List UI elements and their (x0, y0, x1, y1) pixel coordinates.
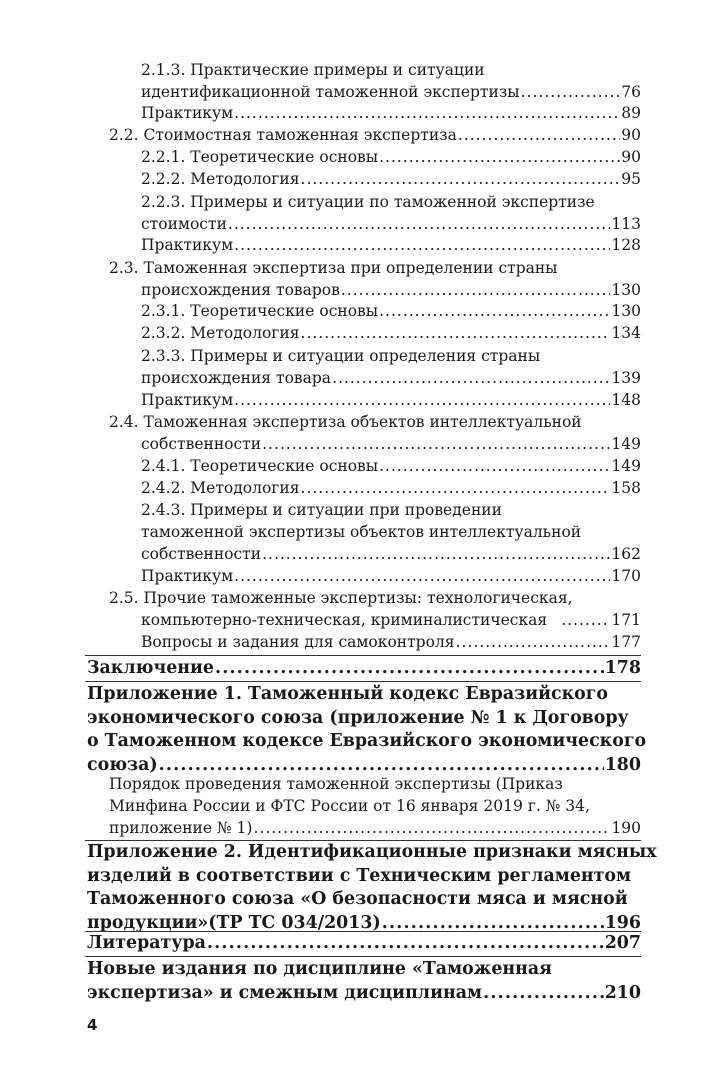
leader-dots (341, 280, 611, 302)
divider (85, 655, 641, 656)
toc-page-ref: 89 (621, 104, 641, 122)
toc-entry-line: 2.1.3. Практические примеры и ситуации (141, 61, 485, 79)
toc-entry-2-3-1 (141, 301, 641, 323)
toc-entry-line: экспертиза» и смежным дисциплинам (87, 982, 483, 1003)
toc-entry-line: происхождения товаров (141, 280, 340, 299)
toc-page-ref: 207 (604, 933, 641, 953)
divider (85, 956, 641, 957)
leader-dots (234, 390, 610, 412)
toc-entry-line: 2.5. Прочие таможенные экспертизы: технологическая, (109, 589, 573, 607)
toc-page-ref: 130 (611, 280, 641, 299)
toc-page-ref: 90 (621, 126, 641, 144)
toc-page-ref: 148 (611, 391, 641, 409)
leader-dots (262, 544, 610, 566)
toc-entry-line: Заключение (87, 658, 214, 678)
toc-entry-appendix-2 (87, 841, 657, 935)
toc-page-ref: 113 (611, 214, 641, 233)
toc-page-ref: 95 (621, 170, 641, 188)
toc-entry-conclusion (87, 657, 641, 681)
leader-dots (228, 214, 611, 236)
toc-entry-line: Практикум (141, 567, 234, 585)
toc-entry-2-2-2 (141, 169, 641, 191)
leader-dots (521, 82, 621, 104)
toc-entry-self-check (141, 632, 641, 654)
toc-page-ref: 190 (611, 818, 641, 837)
leader-dots (379, 147, 620, 169)
toc-page-ref: 130 (611, 302, 641, 320)
toc-entry-line: 2.4. Таможенная экспертиза объектов интеллектуальной (109, 413, 582, 431)
toc-entry-line: 2.2.1. Теоретические основы (141, 148, 379, 166)
toc-entry-line: 2.3. Таможенная экспертиза при определении страны (109, 259, 558, 277)
toc-entry-line: компьютерно-техническая, криминалистическая (141, 610, 548, 629)
toc-entry-line: собственности (141, 434, 262, 453)
toc-entry-2-4-2 (141, 478, 641, 500)
toc-entry-practicum (141, 103, 641, 125)
toc-page-ref: 76 (621, 82, 641, 101)
toc-entry-line: о Таможенном кодексе Евразийского экономического (87, 731, 647, 752)
leader-dots (234, 235, 610, 257)
toc-entry-line: Таможенного союза «О безопасности мяса и мясной (87, 889, 628, 910)
toc-entry-line: собственности (141, 544, 262, 563)
leader-dots (207, 932, 604, 956)
toc-entry-line: 2.4.1. Теоретические основы (141, 457, 379, 475)
toc-entry-line: 2.3.1. Теоретические основы (141, 302, 379, 320)
toc-entry-new-editions (87, 958, 641, 1005)
toc-page-ref: 90 (621, 148, 641, 166)
toc-entry-line: 2.4.3. Примеры и ситуации при проведении (141, 501, 502, 519)
toc-entry-practicum (141, 390, 641, 412)
toc-entry-line: 2.3.3. Примеры и ситуации определения страны (141, 347, 541, 365)
toc-entry-line: Литература (87, 933, 206, 953)
leader-dots (234, 103, 620, 125)
toc-entry-line: Новые издания по дисциплине «Таможенная (87, 959, 552, 979)
toc-entry-2-5 (109, 588, 641, 632)
toc-page-ref: 171 (611, 610, 641, 629)
toc-page-ref: 149 (611, 457, 641, 475)
toc-entry-line: происхождения товара (141, 368, 332, 387)
toc-entry-line: Практикум (141, 104, 234, 122)
toc-entry-practicum (141, 235, 641, 257)
toc-entry-line: 2.2.3. Примеры и ситуации по таможенной экспертизе (141, 193, 595, 211)
toc-entry-2-3-3 (141, 346, 641, 390)
toc-entry-2-4 (109, 412, 641, 456)
toc-entry-appendix-1 (87, 683, 647, 777)
leader-dots (234, 566, 610, 588)
toc-entry-line: Порядок проведения таможенной экспертизы (Приказ (109, 775, 563, 793)
toc-entry-line: изделий в соответствии с Техническим регламентом (87, 865, 632, 886)
leader-dots (483, 982, 604, 1006)
toc-entry-2-4-1 (141, 456, 641, 478)
toc-entry-practicum (141, 566, 641, 588)
toc-page-ref: 162 (611, 544, 641, 563)
toc-page-ref: 210 (604, 982, 641, 1003)
leader-dots (458, 125, 620, 147)
toc-page-ref: 149 (611, 434, 641, 453)
toc-entry-line: 2.4.2. Методология (141, 479, 300, 497)
leader-dots (301, 478, 611, 500)
page-number: 4 (87, 1016, 98, 1034)
leader-dots (379, 456, 610, 478)
toc-page-ref: 158 (611, 479, 641, 497)
toc-entry-2-2-1 (141, 147, 641, 169)
leader-dots (301, 169, 621, 191)
leader-dots (301, 323, 611, 345)
toc-entry-2-2 (109, 125, 641, 147)
toc-page-ref: 180 (604, 754, 641, 775)
toc-entry-2-1-3 (141, 60, 641, 104)
toc-page-ref: 134 (611, 324, 641, 342)
toc-entry-line: союза) (87, 754, 158, 775)
toc-entry-line: 2.2.2. Методология (141, 170, 300, 188)
toc-entry-line: 2.3.2. Методология (141, 324, 300, 342)
toc-entry-literature (87, 932, 641, 956)
toc-entry-line: таможенной экспертизы объектов интеллектуальной (141, 522, 582, 541)
leader-dots (332, 368, 610, 390)
toc-page-ref: 178 (604, 658, 641, 678)
toc-entry-2-4-3 (141, 500, 641, 565)
toc-entry-2-3-2 (141, 323, 641, 345)
toc-entry-2-3 (109, 258, 641, 302)
toc-entry-line: приложение № 1) (109, 818, 253, 837)
leader-dots (262, 434, 610, 456)
toc-page-ref: 128 (611, 236, 641, 254)
leader-dots (561, 610, 610, 632)
toc-page-ref: 177 (611, 633, 641, 651)
leader-dots (379, 301, 610, 323)
toc-entry-line: Практикум (141, 391, 234, 409)
leader-dots (253, 818, 610, 840)
toc-entry-line: экономического союза (приложение № 1 к Договору (87, 707, 629, 728)
toc-entry-line: идентификационной таможенной экспертизы (141, 82, 520, 101)
toc-entry-line: Вопросы и задания для самоконтроля (141, 633, 455, 651)
toc-entry-2-2-3 (141, 192, 641, 236)
leader-dots (215, 657, 604, 681)
toc-page-ref: 170 (611, 567, 641, 585)
toc-entry-procedure (109, 774, 641, 839)
toc-entry-line: продукции»(ТР ТС 034/2013) (87, 912, 381, 933)
toc-entry-line: 2.2. Стоимостная таможенная экспертиза (109, 126, 457, 144)
toc-entry-line: стоимости (141, 214, 227, 233)
toc-entry-line: Приложение 2. Идентификационные признаки мясных (87, 842, 657, 862)
toc-entry-line: Приложение 1. Таможенный кодекс Евразийского (87, 684, 608, 704)
divider (85, 681, 641, 682)
toc-page-ref: 139 (611, 368, 641, 387)
toc-entry-line: Минфина России и ФТС России от 16 января 2019 г. № 34, (109, 796, 590, 815)
toc-page-ref: 196 (604, 912, 641, 933)
toc-entry-line: Практикум (141, 236, 234, 254)
leader-dots (456, 632, 611, 654)
